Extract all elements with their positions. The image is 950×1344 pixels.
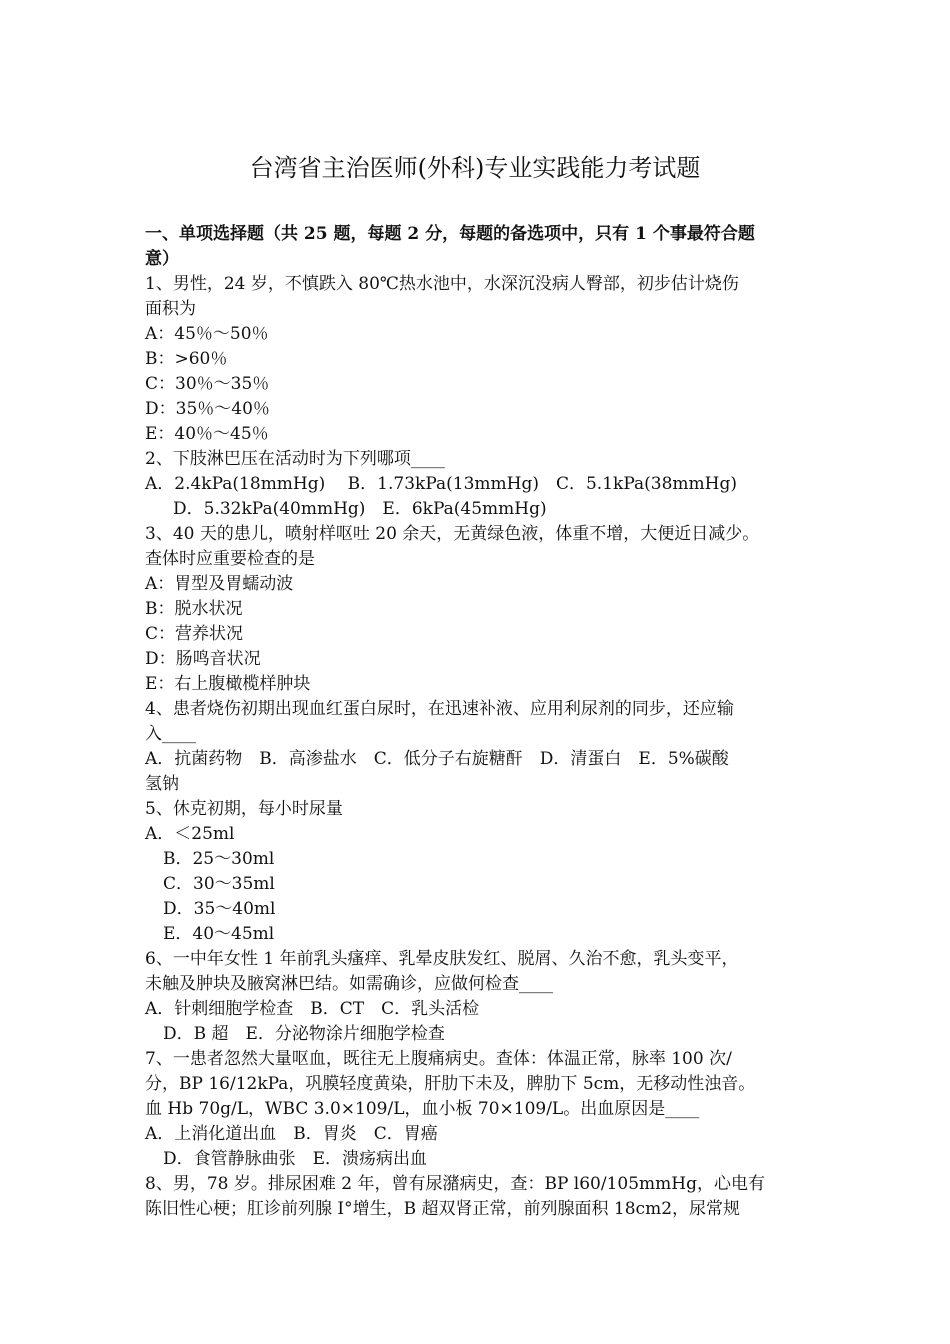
question-2-options-row-2: D．5.32kPa(40mmHg) E．6kPa(45mmHg) [173,499,547,519]
question-3-option-e: E：右上腹橄榄样肿块 [145,674,311,694]
question-7-options-row-2: D．食管静脉曲张 E．溃疡病出血 [163,1149,428,1169]
section-heading: 一、单项选择题（共 25 题，每题 2 分，每题的备选项中，只有 1 个事最符合题 [145,224,755,244]
question-1-option-a: A：45％～50％ [145,324,269,344]
question-1-option-d: D：35％～40％ [145,399,270,419]
question-7-stem-cont-2: 血 Hb 70g/L，WBC 3.0×109/L，血小板 70×109/L。出血原因是____ [145,1099,700,1119]
question-5-option-a: A．＜25ml [145,824,235,844]
question-1-option-c: C：30％～35％ [145,374,270,394]
question-4-stem-cont: 入____ [145,724,196,744]
question-3-option-b: B：脱水状况 [145,599,243,619]
question-8-stem-cont: 陈旧性心梗；肛诊前列腺 I°增生，B 超双肾正常，前列腺面积 18cm2，尿常规 [145,1199,741,1219]
question-3-option-d: D：肠鸣音状况 [145,649,261,669]
question-7-options-row-1: A．上消化道出血 B．胃炎 C．胃癌 [145,1124,438,1144]
question-5-option-d: D．35～40ml [163,899,276,919]
question-3-stem: 3、40 天的患儿，喷射样呕吐 20 余天，无黄绿色液，体重不增，大便近日减少。 [145,524,760,544]
question-4-stem: 4、患者烧伤初期出现血红蛋白尿时，在迅速补液、应用利尿剂的同步，还应输 [145,699,734,719]
question-1-stem-cont: 面积为 [145,299,196,319]
question-1-option-b: B：>60％ [145,349,228,369]
question-2-stem: 2、下肢淋巴压在活动时为下列哪项____ [145,449,445,469]
question-3-stem-cont: 查体时应重要检查的是 [145,549,315,569]
question-7-stem-cont: 分，BP 16/12kPa，巩膜轻度黄染，肝肋下未及，脾肋下 5cm，无移动性浊音。 [145,1074,756,1094]
section-heading-cont: 意） [145,249,179,269]
question-7-stem: 7、一患者忽然大量呕血，既往无上腹痛病史。查体：体温正常，脉率 100 次/ [145,1049,732,1069]
question-5-stem: 5、休克初期，每小时尿量 [145,799,343,819]
question-4-options-row-2: 氢钠 [145,774,179,794]
question-6-stem-cont: 未触及肿块及腋窝淋巴结。如需确诊，应做何检查____ [145,974,553,994]
question-3-option-c: C：营养状况 [145,624,244,644]
question-8-stem: 8、男，78 岁。排尿困难 2 年，曾有尿潴病史，查：BP l60/105mmHg，心电有 [145,1174,766,1194]
question-5-option-b: B．25～30ml [163,849,275,869]
question-5-option-e: E．40～45ml [163,924,275,944]
document-body [145,222,825,1222]
question-6-stem: 6、一中年女性 1 年前乳头瘙痒、乳晕皮肤发红、脱屑、久治不愈，乳头变平， [145,949,739,969]
question-3-option-a: A：胃型及胃蠕动波 [145,574,294,594]
question-4-options-row-1: A．抗菌药物 B．高渗盐水 C．低分子右旋糖酐 D．清蛋白 E．5%碳酸 [145,749,729,769]
question-2-options-row-1: A．2.4kPa(18mmHg) B．1.73kPa(13mmHg) C．5.1kPa(38mmHg) [145,474,737,494]
question-6-options-row-1: A．针刺细胞学检查 B．CT C．乳头活检 [145,999,480,1019]
question-1-option-e: E：40％～45％ [145,424,269,444]
question-1-stem: 1、男性，24 岁，不慎跌入 80℃热水池中，水深沉没病人臀部，初步估计烧伤 [145,274,739,294]
question-6-options-row-2: D．B 超 E．分泌物涂片细胞学检查 [163,1024,445,1044]
document-title: 台湾省主治医师(外科)专业实践能力考试题 [249,154,701,182]
question-5-option-c: C．30～35ml [163,874,275,894]
